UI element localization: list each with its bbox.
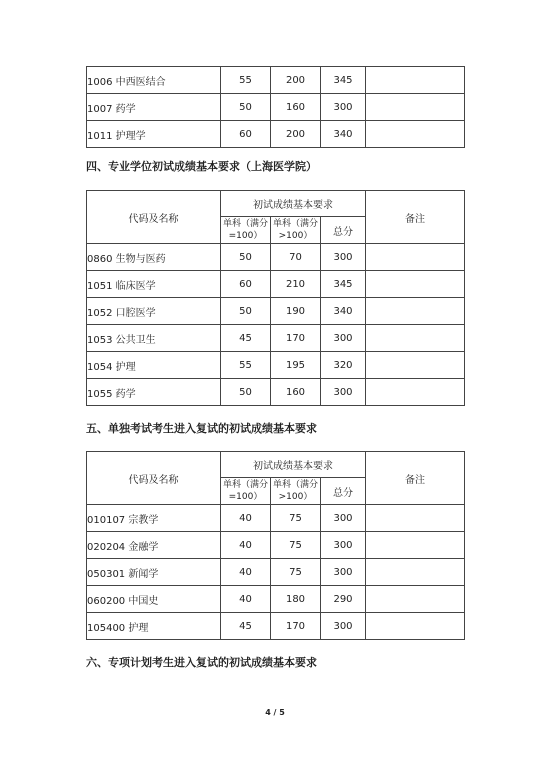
- cell-single-a: 60: [221, 271, 271, 298]
- header-group: 初试成绩基本要求: [221, 191, 366, 217]
- cell-single-b: 170: [271, 613, 321, 640]
- cell-single-a: 50: [221, 379, 271, 406]
- section-6-heading: 六、专项计划考生进入复试的初试成绩基本要求: [86, 656, 317, 669]
- table-row: [87, 67, 465, 94]
- cell-note: [366, 244, 465, 271]
- table-row: [87, 586, 465, 613]
- table-row: [87, 121, 465, 148]
- cell-single-b: 200: [271, 67, 321, 94]
- cell-single-b: 195: [271, 352, 321, 379]
- cell-single-a: 40: [221, 532, 271, 559]
- cell-code-name: 0860 生物与医药: [87, 244, 221, 271]
- cell-total: 300: [321, 559, 366, 586]
- header-single-a: 单科（满分=100）: [221, 478, 271, 505]
- table-row: [87, 298, 465, 325]
- table-row: [87, 325, 465, 352]
- header-note: 备注: [366, 452, 465, 505]
- cell-note: [366, 379, 465, 406]
- header-single-a: 单科（满分=100）: [221, 217, 271, 244]
- cell-code-name: 1006 中西医结合: [87, 67, 221, 94]
- cell-single-b: 75: [271, 505, 321, 532]
- header-total: 总分: [321, 217, 366, 244]
- cell-single-a: 45: [221, 613, 271, 640]
- cell-total: 320: [321, 352, 366, 379]
- cell-single-b: 210: [271, 271, 321, 298]
- cell-single-b: 75: [271, 559, 321, 586]
- cell-single-a: 40: [221, 559, 271, 586]
- table-row: [87, 532, 465, 559]
- table-row: [87, 505, 465, 532]
- table-row: [87, 379, 465, 406]
- table-header-row: [87, 191, 465, 217]
- cell-note: [366, 586, 465, 613]
- cell-single-a: 60: [221, 121, 271, 148]
- page-number: 4 / 5: [265, 708, 285, 717]
- cell-code-name: 050301 新闻学: [87, 559, 221, 586]
- cell-code-name: 105400 护理: [87, 613, 221, 640]
- cell-single-a: 40: [221, 586, 271, 613]
- cell-note: [366, 532, 465, 559]
- cell-total: 290: [321, 586, 366, 613]
- cell-single-b: 160: [271, 94, 321, 121]
- cell-total: 300: [321, 94, 366, 121]
- table-row: [87, 94, 465, 121]
- cell-code-name: 1007 药学: [87, 94, 221, 121]
- cell-total: 300: [321, 613, 366, 640]
- cell-note: [366, 559, 465, 586]
- cell-total: 300: [321, 244, 366, 271]
- cell-total: 340: [321, 298, 366, 325]
- table-row: [87, 613, 465, 640]
- cell-code-name: 1055 药学: [87, 379, 221, 406]
- cell-single-a: 50: [221, 94, 271, 121]
- cell-total: 300: [321, 325, 366, 352]
- cell-single-a: 50: [221, 298, 271, 325]
- table-continued-body: [87, 67, 465, 148]
- cell-note: [366, 298, 465, 325]
- cell-single-b: 75: [271, 532, 321, 559]
- table-row: [87, 244, 465, 271]
- cell-single-a: 55: [221, 67, 271, 94]
- table-professional-degree: [86, 190, 465, 406]
- cell-code-name: 1052 口腔医学: [87, 298, 221, 325]
- cell-single-b: 160: [271, 379, 321, 406]
- cell-total: 300: [321, 532, 366, 559]
- section-4-heading: 四、专业学位初试成绩基本要求（上海医学院）: [86, 160, 317, 173]
- cell-code-name: 010107 宗教学: [87, 505, 221, 532]
- header-code-name: 代码及名称: [87, 452, 221, 505]
- header-single-b: 单科（满分>100）: [271, 478, 321, 505]
- table-independent-exam-body: [87, 505, 465, 640]
- cell-code-name: 1053 公共卫生: [87, 325, 221, 352]
- cell-total: 340: [321, 121, 366, 148]
- cell-total: 345: [321, 271, 366, 298]
- cell-note: [366, 352, 465, 379]
- cell-code-name: 1054 护理: [87, 352, 221, 379]
- cell-note: [366, 271, 465, 298]
- header-code-name: 代码及名称: [87, 191, 221, 244]
- cell-note: [366, 505, 465, 532]
- table-independent-exam: [86, 451, 465, 640]
- cell-code-name: 1011 护理学: [87, 121, 221, 148]
- cell-code-name: 1051 临床医学: [87, 271, 221, 298]
- cell-single-a: 40: [221, 505, 271, 532]
- cell-note: [366, 94, 465, 121]
- cell-code-name: 020204 金融学: [87, 532, 221, 559]
- cell-single-b: 170: [271, 325, 321, 352]
- cell-single-b: 180: [271, 586, 321, 613]
- table-professional-degree-body: [87, 244, 465, 406]
- cell-note: [366, 613, 465, 640]
- cell-single-a: 55: [221, 352, 271, 379]
- cell-single-a: 45: [221, 325, 271, 352]
- cell-total: 300: [321, 505, 366, 532]
- cell-note: [366, 67, 465, 94]
- cell-total: 345: [321, 67, 366, 94]
- table-header-row: [87, 452, 465, 478]
- header-group: 初试成绩基本要求: [221, 452, 366, 478]
- cell-single-b: 200: [271, 121, 321, 148]
- cell-total: 300: [321, 379, 366, 406]
- header-note: 备注: [366, 191, 465, 244]
- header-total: 总分: [321, 478, 366, 505]
- cell-note: [366, 121, 465, 148]
- table-row: [87, 271, 465, 298]
- cell-single-a: 50: [221, 244, 271, 271]
- table-continued: [86, 66, 465, 148]
- cell-code-name: 060200 中国史: [87, 586, 221, 613]
- cell-note: [366, 325, 465, 352]
- header-single-b: 单科（满分>100）: [271, 217, 321, 244]
- table-row: [87, 352, 465, 379]
- section-5-heading: 五、单独考试考生进入复试的初试成绩基本要求: [86, 422, 317, 435]
- cell-single-b: 70: [271, 244, 321, 271]
- table-row: [87, 559, 465, 586]
- cell-single-b: 190: [271, 298, 321, 325]
